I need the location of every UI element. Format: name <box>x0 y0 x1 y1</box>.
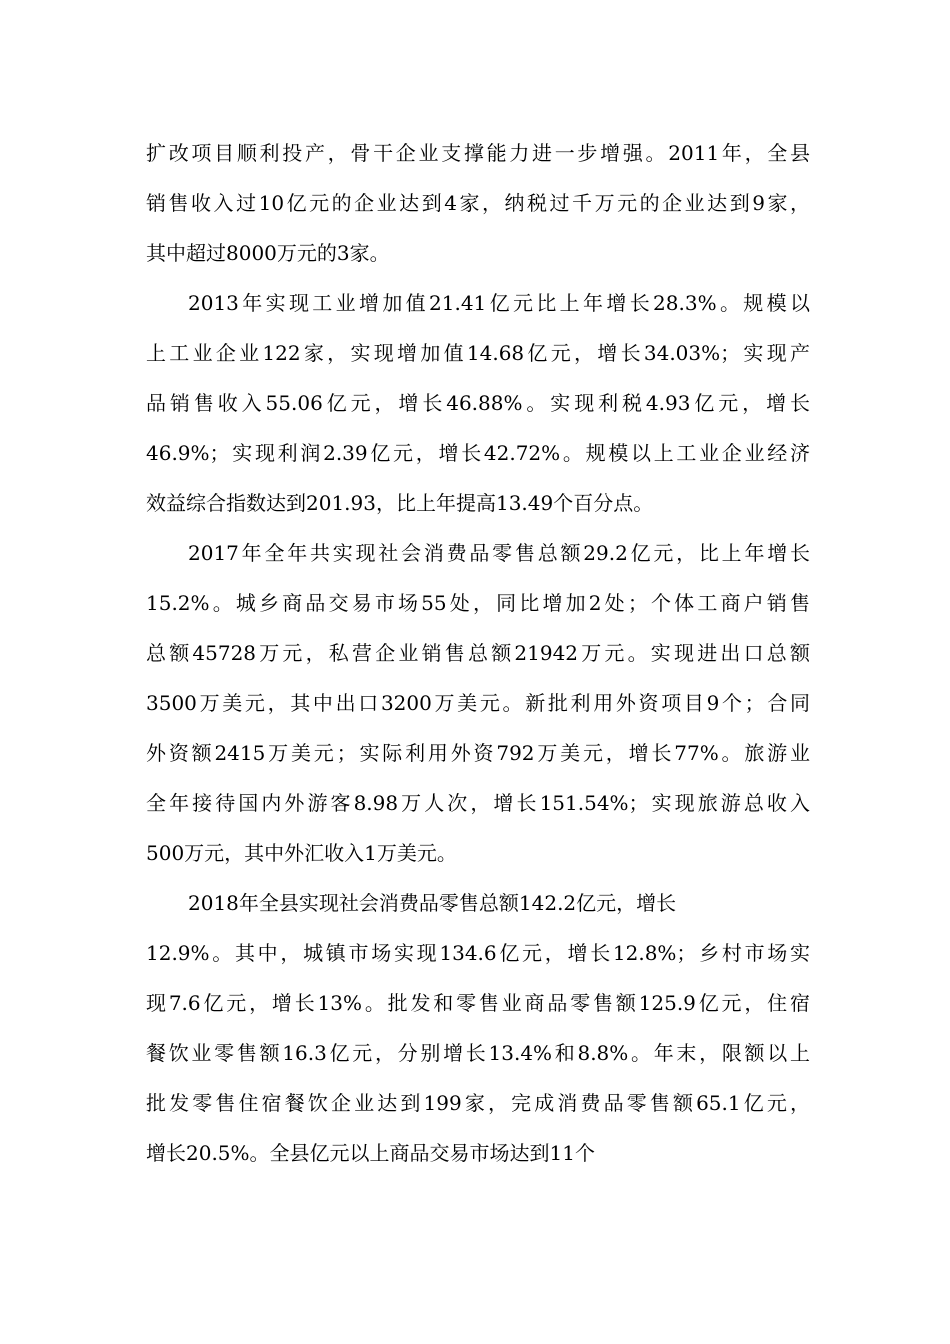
paragraph-industry-2011 <box>146 128 810 278</box>
text-line: 15.2%。城乡商品交易市场55处，同比增加2处；个体工商户销售 <box>146 591 810 615</box>
text-line: 2017年全年共实现社会消费品零售总额29.2亿元，比上年增长 <box>188 541 810 565</box>
text-line: 上工业企业122家，实现增加值14.68亿元，增长34.03%；实现产 <box>146 341 810 365</box>
text-line: 餐饮业零售额16.3亿元，分别增长13.4%和8.8%。年末，限额以上 <box>146 1041 810 1065</box>
paragraph-consumption-2018 <box>146 878 810 1178</box>
text-line: 46.9%；实现利润2.39亿元，增长42.72%。规模以上工业企业经济 <box>146 441 810 465</box>
text-line: 全年接待国内外游客8.98万人次，增长151.54%；实现旅游总收入 <box>146 791 810 815</box>
text-line: 销售收入过10亿元的企业达到4家，纳税过千万元的企业达到9家， <box>146 191 810 215</box>
text-line: 500万元，其中外汇收入1万美元。 <box>146 841 457 865</box>
text-line: 增长20.5%。全县亿元以上商品交易市场达到11个 <box>146 1141 595 1165</box>
paragraph-consumption-2017 <box>146 528 810 878</box>
text-line: 总额45728万元，私营企业销售总额21942万元。实现进出口总额 <box>146 641 810 665</box>
text-line: 12.9%。其中，城镇市场实现134.6亿元，增长12.8%；乡村市场实 <box>146 941 810 965</box>
text-line: 外资额2415万美元；实际利用外资792万美元，增长77%。旅游业 <box>146 741 810 765</box>
document-body <box>146 128 810 1178</box>
text-line: 批发零售住宿餐饮企业达到199家，完成消费品零售额65.1亿元， <box>146 1091 810 1115</box>
text-line: 现7.6亿元，增长13%。批发和零售业商品零售额125.9亿元，住宿 <box>146 991 810 1015</box>
text-line: 其中超过8000万元的3家。 <box>146 241 390 265</box>
text-line: 品销售收入55.06亿元，增长46.88%。实现利税4.93亿元，增长 <box>146 391 810 415</box>
text-line: 效益综合指数达到201.93，比上年提高13.49个百分点。 <box>146 491 654 515</box>
text-line: 扩改项目顺利投产，骨干企业支撑能力进一步增强。2011年，全县 <box>146 141 810 165</box>
text-line: 2018年全县实现社会消费品零售总额142.2亿元，增长 <box>188 891 677 915</box>
text-line: 3500万美元，其中出口3200万美元。新批利用外资项目9个；合同 <box>146 691 810 715</box>
text-line: 2013年实现工业增加值21.41亿元比上年增长28.3%。规模以 <box>188 291 810 315</box>
paragraph-industry-2013 <box>146 278 810 528</box>
